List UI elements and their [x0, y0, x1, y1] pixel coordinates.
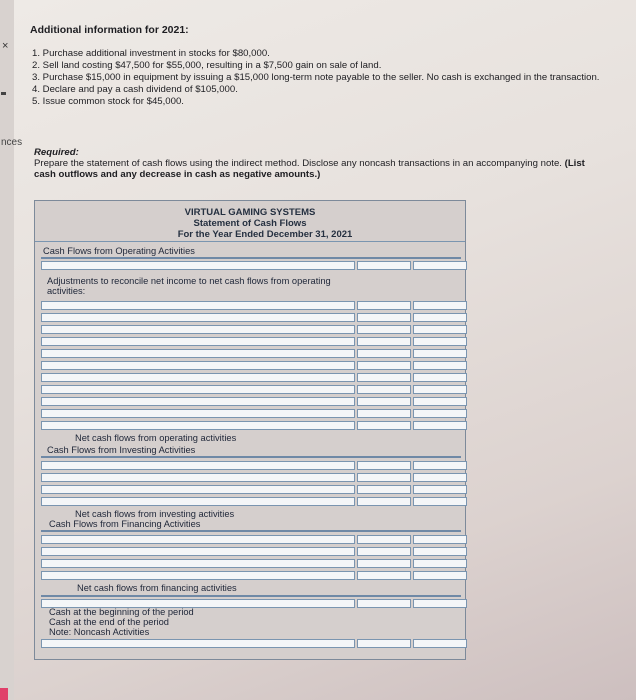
amount-cell[interactable] [413, 385, 467, 394]
amount-cell[interactable] [357, 409, 411, 418]
amount-cell[interactable] [413, 535, 467, 544]
operating-heading: Cash Flows from Operating Activities [43, 246, 195, 256]
amount-cell[interactable] [413, 599, 467, 608]
corner-accent [0, 688, 8, 700]
amount-cell[interactable] [357, 535, 411, 544]
adjustments-label: Adjustments to reconcile net income to net cash flows from operating activities: [47, 276, 331, 296]
divider [41, 257, 461, 259]
input-cell[interactable] [41, 547, 355, 556]
divider [41, 530, 461, 532]
net-operating-label: Net cash flows from operating activities [75, 433, 237, 443]
partial-sidebar-label: nces [1, 137, 23, 148]
table-row [41, 571, 459, 580]
input-cell[interactable] [41, 535, 355, 544]
amount-cell[interactable] [357, 313, 411, 322]
amount-cell[interactable] [357, 325, 411, 334]
amount-cell[interactable] [413, 301, 467, 310]
input-cell[interactable] [41, 485, 355, 494]
amount-cell[interactable] [357, 547, 411, 556]
table-row [41, 349, 459, 358]
amount-cell[interactable] [413, 571, 467, 580]
amount-cell[interactable] [357, 599, 411, 608]
table-row [41, 397, 459, 406]
amount-cell[interactable] [357, 301, 411, 310]
amount-cell[interactable] [413, 421, 467, 430]
amount-cell[interactable] [357, 349, 411, 358]
amount-cell[interactable] [413, 473, 467, 482]
table-row [41, 385, 459, 394]
amount-cell[interactable] [357, 485, 411, 494]
info-item: 3. Purchase $15,000 in equipment by issuing a $15,000 long-term note payable to the seller. No cash is exchanged in the transaction. [32, 72, 600, 83]
info-item: 2. Sell land costing $47,500 for $55,000, resulting in a $7,500 gain on sale of land. [32, 60, 382, 71]
divider [41, 595, 461, 597]
noncash-note-label: Note: Noncash Activities [49, 627, 150, 637]
input-cell[interactable] [41, 301, 355, 310]
required-section [34, 147, 604, 180]
amount-cell[interactable] [357, 261, 411, 270]
input-cell[interactable] [41, 397, 355, 406]
amount-cell[interactable] [357, 461, 411, 470]
table-row [41, 409, 459, 418]
amount-cell[interactable] [413, 337, 467, 346]
left-edge-strip [0, 0, 14, 700]
amount-cell[interactable] [413, 313, 467, 322]
cash-beginning-label: Cash at the beginning of the period [49, 607, 194, 617]
financing-heading: Cash Flows from Financing Activities [49, 519, 201, 529]
input-cell[interactable] [41, 325, 355, 334]
additional-info-heading: Additional information for 2021: [30, 24, 189, 36]
info-item: 4. Declare and pay a cash dividend of $105,000. [32, 84, 238, 95]
amount-cell[interactable] [357, 571, 411, 580]
amount-cell[interactable] [413, 559, 467, 568]
header-divider [35, 241, 465, 242]
input-cell[interactable] [41, 497, 355, 506]
divider [41, 456, 461, 458]
input-cell[interactable] [41, 361, 355, 370]
cash-flow-worksheet [34, 200, 466, 660]
amount-cell[interactable] [357, 361, 411, 370]
statement-title: Statement of Cash Flows [193, 218, 307, 229]
amount-cell[interactable] [413, 497, 467, 506]
company-name: VIRTUAL GAMING SYSTEMS [184, 207, 316, 218]
input-cell[interactable] [41, 571, 355, 580]
input-cell[interactable] [41, 313, 355, 322]
amount-cell[interactable] [413, 409, 467, 418]
amount-cell[interactable] [413, 361, 467, 370]
amount-cell[interactable] [357, 473, 411, 482]
input-cell[interactable] [41, 349, 355, 358]
amount-cell[interactable] [413, 373, 467, 382]
info-item: 5. Issue common stock for $45,000. [32, 96, 184, 107]
amount-cell[interactable] [413, 485, 467, 494]
net-financing-label: Net cash flows from financing activities [77, 583, 237, 593]
amount-cell[interactable] [357, 421, 411, 430]
table-row [41, 421, 459, 430]
table-row [41, 261, 459, 270]
amount-cell[interactable] [357, 385, 411, 394]
table-row [41, 535, 459, 544]
table-row [41, 337, 459, 346]
amount-cell[interactable] [413, 639, 467, 648]
additional-info-list [30, 48, 600, 108]
input-cell[interactable] [41, 373, 355, 382]
input-cell[interactable] [41, 409, 355, 418]
input-cell[interactable] [41, 473, 355, 482]
amount-cell[interactable] [413, 349, 467, 358]
table-row [41, 497, 459, 506]
amount-cell[interactable] [413, 547, 467, 556]
table-row [41, 361, 459, 370]
amount-cell[interactable] [357, 337, 411, 346]
additional-info [30, 24, 600, 108]
amount-cell[interactable] [357, 497, 411, 506]
input-cell[interactable] [41, 261, 355, 270]
table-row [41, 639, 459, 648]
amount-cell[interactable] [413, 325, 467, 334]
required-heading: Required: [34, 147, 79, 158]
amount-cell[interactable] [357, 397, 411, 406]
amount-cell[interactable] [413, 261, 467, 270]
scroll-marker-icon [1, 92, 6, 95]
required-text [34, 158, 604, 180]
table-row [41, 473, 459, 482]
input-cell[interactable] [41, 461, 355, 470]
info-item: 1. Purchase additional investment in stocks for $80,000. [32, 48, 270, 59]
table-row [41, 313, 459, 322]
net-investing-label: Net cash flows from investing activities [75, 509, 235, 519]
table-row [41, 461, 459, 470]
input-cell[interactable] [41, 385, 355, 394]
required-parenthetical: (List cash outflows and any decrease in cash as negative amounts.) [34, 158, 585, 180]
amount-cell[interactable] [413, 397, 467, 406]
table-row [41, 301, 459, 310]
table-row [41, 547, 459, 556]
cash-end-label: Cash at the end of the period [49, 617, 169, 627]
amount-cell[interactable] [357, 559, 411, 568]
input-cell[interactable] [41, 559, 355, 568]
amount-cell[interactable] [413, 461, 467, 470]
input-cell[interactable] [41, 337, 355, 346]
statement-period: For the Year Ended December 31, 2021 [177, 229, 353, 240]
table-row [41, 325, 459, 334]
input-cell[interactable] [41, 421, 355, 430]
investing-heading: Cash Flows from Investing Activities [47, 445, 196, 455]
input-cell[interactable] [41, 639, 355, 648]
amount-cell[interactable] [357, 373, 411, 382]
required-instructions: Prepare the statement of cash flows using the indirect method. Disclose any noncash transactions in an accompanying note. [34, 158, 562, 169]
table-row [41, 373, 459, 382]
close-icon[interactable]: × [2, 40, 9, 52]
table-row [41, 559, 459, 568]
amount-cell[interactable] [357, 639, 411, 648]
table-row [41, 485, 459, 494]
